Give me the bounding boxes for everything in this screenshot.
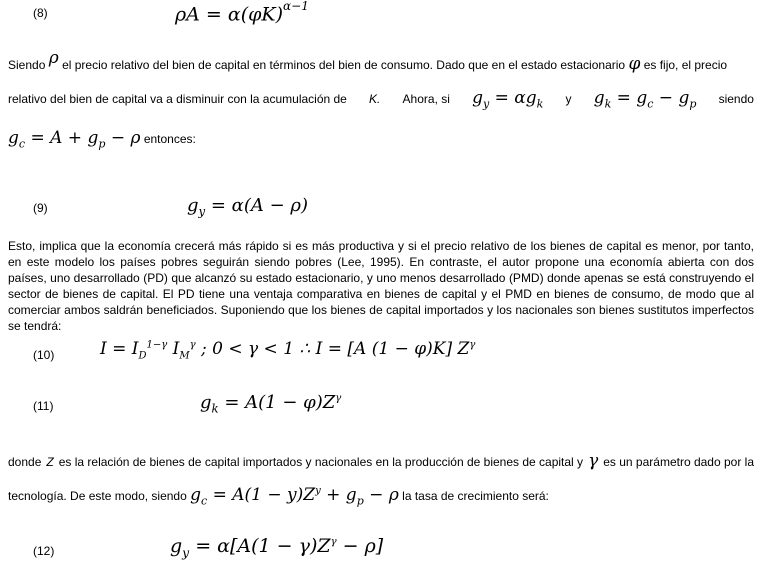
- equation-number-9: (9): [33, 201, 48, 215]
- para1-line3: $g_c = A + g_p - \rho$ entonces:: [8, 128, 196, 151]
- equation-9: $g_y = \alpha(A - \rho)$: [187, 195, 308, 219]
- para1-line1: Siendo ρ el precio relativo del bien de capital en términos del bien de consumo. Dado que en el estado estacionario φ es fijo, el precio: [8, 48, 728, 74]
- equation-10: $I = I_D^{1-\gamma}$ $I_M^\gamma$ ; 0 < γ < 1 ∴ I = [A (1 − φ)K] $Z^\gamma$: [100, 339, 476, 362]
- equation-12: $g_y = \alpha[A(1 - \gamma)Z^\gamma - \rho]$: [170, 535, 384, 560]
- equation-number-11: (11): [33, 399, 54, 413]
- equation-8: $\rho A = \alpha(\varphi K)^{\alpha-1}$: [175, 0, 309, 26]
- para2: Esto, implica que la economía crecerá más rápido si es más productiva y si el precio relativo de los bienes de capital es menor, por tanto, en este modelo los países pobres seguirán siendo pobres (Lee, 1995). En contraste, el autor propone una economía abierta con dos países, uno desarrollado (PD) que alcanzó su estado estacionario, y uno menos desarrollado (PMD) donde apenas se está construyendo el sector de bienes de capital. El PD tiene una ventaja comparativa en bienes de capital y el PMD en bienes de consumo, de modo que al comerciar ambos saldrán beneficiados. Suponiendo que los bienes de capital importados y los nacionales son bienes sustitutos imperfectos se tendrá:: [8, 239, 754, 333]
- equation-number-10: (10): [33, 348, 55, 362]
- equation-number-12: (12): [33, 544, 55, 558]
- equation-11: $g_k = A(1 - \varphi)Z^\gamma$: [200, 392, 342, 416]
- para3-line2: tecnología. De este modo, siendo $g_c = A(1 - y)Z^y + g_p - \rho$ la tasa de crecimiento será:: [8, 485, 549, 508]
- para3-line1: donde Z es la relación de bienes de capital importados y nacionales en la producción de bienes de capital y γ es un parámetro dado por la: [8, 451, 754, 471]
- equation-number-8: (8): [33, 6, 48, 20]
- para1-line2: relativo del bien de capital va a disminuir con la acumulación de K. Ahora, si $g_y = \alpha g_k$ y $g_k = g_c - g_p$ siendo: [8, 88, 754, 111]
